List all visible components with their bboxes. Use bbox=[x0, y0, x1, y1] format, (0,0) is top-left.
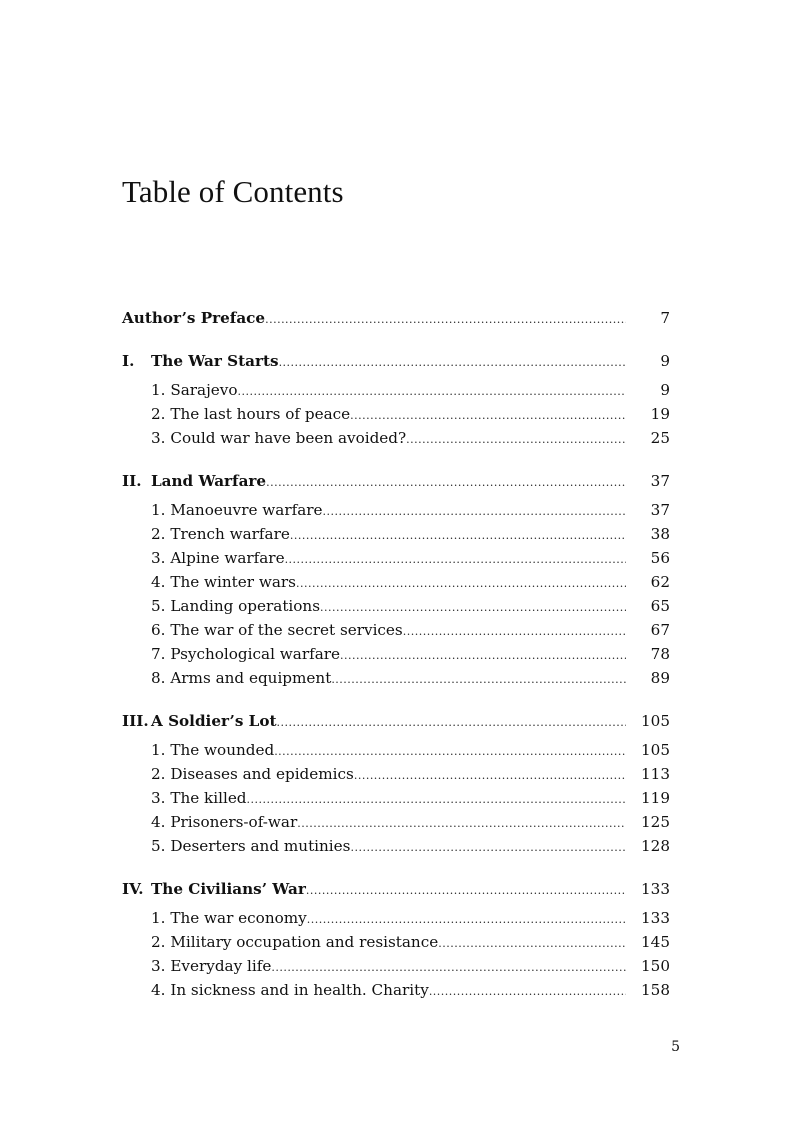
dot-leader bbox=[340, 645, 626, 667]
toc-page-number: 37 bbox=[650, 472, 670, 490]
dot-leader bbox=[271, 957, 626, 979]
toc-entry-label: 3. Alpine warfare bbox=[151, 549, 285, 567]
toc-entry[interactable] bbox=[151, 499, 670, 521]
dot-leader bbox=[406, 429, 626, 451]
toc-page-number: 19 bbox=[650, 405, 670, 423]
toc-entry-label: 7. Psychological warfare bbox=[151, 645, 340, 663]
toc-entry[interactable] bbox=[151, 619, 670, 641]
toc-entry[interactable] bbox=[151, 547, 670, 569]
toc-page-number: 128 bbox=[641, 837, 670, 855]
toc-entry[interactable] bbox=[151, 667, 670, 689]
toc-page-number: 65 bbox=[650, 597, 670, 615]
dot-leader bbox=[354, 765, 626, 787]
toc-entry[interactable] bbox=[151, 403, 670, 425]
toc-entry-label: 4. In sickness and in health. Charity bbox=[151, 981, 429, 999]
dot-leader bbox=[274, 741, 626, 763]
dot-leader bbox=[285, 549, 626, 571]
toc-entry[interactable] bbox=[151, 907, 670, 929]
toc-entry-label: 1. Sarajevo bbox=[151, 381, 238, 399]
dot-leader bbox=[429, 981, 626, 1003]
toc-entry[interactable] bbox=[151, 643, 670, 665]
toc-entry-label: 3. Could war have been avoided? bbox=[151, 429, 407, 447]
toc-section-number: II. bbox=[122, 472, 142, 490]
toc-entry-label: 1. The war economy bbox=[151, 909, 307, 927]
toc-entry-label: 4. The winter wars bbox=[151, 573, 296, 591]
toc-page-number: 89 bbox=[650, 669, 670, 687]
dot-leader bbox=[350, 837, 626, 859]
toc-section-heading[interactable] bbox=[122, 878, 670, 900]
toc-entry-label: Land Warfare bbox=[151, 472, 267, 490]
toc-entry-label: 2. The last hours of peace bbox=[151, 405, 351, 423]
dot-leader bbox=[296, 573, 626, 595]
toc-page-number: 133 bbox=[641, 909, 670, 927]
dot-leader bbox=[331, 669, 626, 691]
dot-leader bbox=[277, 712, 627, 734]
toc-entry[interactable] bbox=[151, 523, 670, 545]
toc-page-number: 105 bbox=[641, 741, 670, 759]
toc-entry-label: Author’s Preface bbox=[122, 309, 266, 327]
toc-page-number: 56 bbox=[650, 549, 670, 567]
toc-page-number: 158 bbox=[641, 981, 670, 999]
dot-leader bbox=[350, 405, 626, 427]
toc-entry-label: 6. The war of the secret services bbox=[151, 621, 403, 639]
dot-leader bbox=[306, 880, 626, 902]
toc-page-number: 37 bbox=[650, 501, 670, 519]
toc-section-number: I. bbox=[122, 352, 135, 370]
toc-entry[interactable] bbox=[151, 979, 670, 1001]
dot-leader bbox=[290, 525, 626, 547]
toc-entry[interactable] bbox=[151, 427, 670, 449]
dot-leader bbox=[307, 909, 626, 931]
toc-entry-label: 5. Deserters and mutinies bbox=[151, 837, 351, 855]
toc-entry-label: 1. Manoeuvre warfare bbox=[151, 501, 323, 519]
dot-leader bbox=[238, 381, 626, 403]
dot-leader bbox=[247, 789, 626, 811]
toc-page-number: 7 bbox=[660, 309, 670, 327]
toc-page-number: 67 bbox=[650, 621, 670, 639]
toc-entry-label: 2. Military occupation and resistance bbox=[151, 933, 439, 951]
page-number: 5 bbox=[671, 1039, 680, 1055]
toc-entry-label: 5. Landing operations bbox=[151, 597, 320, 615]
toc-page-number: 78 bbox=[650, 645, 670, 663]
toc-page-number: 38 bbox=[650, 525, 670, 543]
toc-page-number: 125 bbox=[641, 813, 670, 831]
toc-page-number: 119 bbox=[641, 789, 670, 807]
toc-page-number: 9 bbox=[660, 381, 670, 399]
toc-entry-label: 3. The killed bbox=[151, 789, 247, 807]
toc-page-number: 133 bbox=[641, 880, 670, 898]
toc-page-number: 105 bbox=[641, 712, 670, 730]
toc-page-number: 150 bbox=[641, 957, 670, 975]
toc-entry-label: 2. Trench warfare bbox=[151, 525, 290, 543]
toc-entry[interactable] bbox=[151, 955, 670, 977]
toc-entry[interactable] bbox=[151, 595, 670, 617]
toc-section-heading[interactable] bbox=[122, 307, 670, 329]
toc-entry[interactable] bbox=[151, 787, 670, 809]
dot-leader bbox=[323, 501, 626, 523]
page-title: Table of Contents bbox=[122, 174, 344, 209]
toc-entry-label: 4. Prisoners-of-war bbox=[151, 813, 298, 831]
toc-section-heading[interactable] bbox=[122, 710, 670, 732]
toc-entry[interactable] bbox=[151, 571, 670, 593]
toc-section-heading[interactable] bbox=[122, 470, 670, 492]
toc-entry-label: 8. Arms and equipment bbox=[151, 669, 332, 687]
dot-leader bbox=[438, 933, 626, 955]
toc-entry-label: The War Starts bbox=[151, 352, 279, 370]
toc-page-number: 62 bbox=[650, 573, 670, 591]
toc-page-number: 9 bbox=[660, 352, 670, 370]
toc-entry-label: A Soldier’s Lot bbox=[151, 712, 277, 730]
dot-leader bbox=[279, 352, 626, 374]
toc-entry[interactable] bbox=[151, 931, 670, 953]
toc-entry[interactable] bbox=[151, 379, 670, 401]
toc-entry[interactable] bbox=[151, 763, 670, 785]
toc-page-number: 25 bbox=[650, 429, 670, 447]
toc-page-number: 145 bbox=[641, 933, 670, 951]
toc-entry[interactable] bbox=[151, 835, 670, 857]
dot-leader bbox=[320, 597, 626, 619]
toc-section-number: III. bbox=[122, 712, 149, 730]
toc-page-number: 113 bbox=[641, 765, 670, 783]
dot-leader bbox=[297, 813, 626, 835]
toc-entry-label: 1. The wounded bbox=[151, 741, 275, 759]
toc-entry-label: The Civilians’ War bbox=[151, 880, 306, 898]
toc-section-number: IV. bbox=[122, 880, 144, 898]
toc-section-heading[interactable] bbox=[122, 350, 670, 372]
dot-leader bbox=[403, 621, 626, 643]
dot-leader bbox=[265, 309, 626, 331]
toc-entry-label: 3. Everyday life bbox=[151, 957, 272, 975]
toc-entry[interactable] bbox=[151, 739, 670, 761]
toc-entry[interactable] bbox=[151, 811, 670, 833]
toc-entry-label: 2. Diseases and epidemics bbox=[151, 765, 354, 783]
dot-leader bbox=[266, 472, 626, 494]
